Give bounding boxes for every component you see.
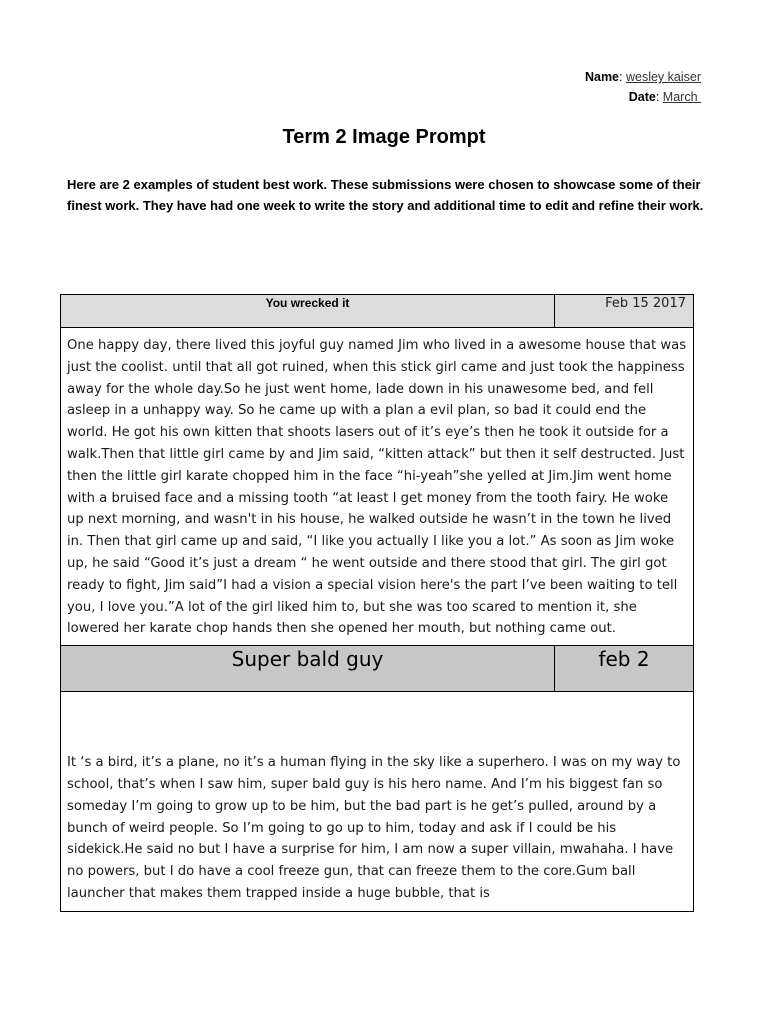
entry-1-header-row: [61, 295, 694, 328]
entries-table: [60, 294, 694, 912]
name-value: wesley kaiser: [625, 70, 701, 84]
entry-2-date: feb 2: [555, 646, 694, 692]
name-label: Name: [584, 70, 620, 84]
name-line: [585, 70, 701, 84]
entry-1-date: Feb 15 2017: [555, 295, 694, 328]
entry-2-header-row: [61, 646, 694, 692]
intro-paragraph: Here are 2 examples of student best work. These submissions were chosen to showcase some of their finest work. They have had one week to write the story and additional time to edit and refine their work.: [67, 177, 704, 213]
page-title: Term 2 Image Prompt: [282, 126, 486, 148]
date-line: [629, 90, 701, 104]
date-value: March: [662, 90, 701, 104]
entry-1-title: You wrecked it: [61, 295, 555, 328]
entry-2-body-row: [61, 692, 694, 912]
date-label: Date: [628, 90, 656, 104]
entry-1-body-row: [61, 328, 694, 646]
entry-2-text: It ‘s a bird, it’s a plane, no it’s a human flying in the sky like a superhero. I was on my way to school, that’s when I saw him, super bald guy is his hero name. And I’m his biggest fan so someday I’m going to grow up to be him, but the bad part is he get’s pulled, around by a bunch of weird people. So I’m going to go up to him, today and ask if I could be his sidekick.He said no but I have a surprise for him, I am now a super villain, mwahaha. I have no powers, but I do have a cool freeze gun, that can freeze them to the core.Gum ball launcher that makes them trapped inside a huge bubble, that is: [61, 692, 694, 912]
entry-2-title: Super bald guy: [61, 646, 555, 692]
entry-1-text: One happy day, there lived this joyful guy named Jim who lived in a awesome house that was just the coolist. until that all got ruined, when this stick girl came and just took the happiness away for the whole day.So he just went home, lade down in his unawesome bed, and fell asleep in a unhappy way. So he came up with a plan a evil plan, so bad it could end the world. He got his own kitten that shoots lasers out of it’s eye’s then he took it outside for a walk.Then that little girl came by and Jim said, “kitten attack” but then it self destructed. Just then the little girl karate chopped him in the face “hi-yeah”she yelled at Jim.Jim went home with a bruised face and a missing tooth “at least I get money from the tooth fairy. He woke up next morning, and wasn't in his house, he walked outside he wasn’t in the town he lived in. Then that girl came up and said, “I like you actually I like you a lot.” As soon as Jim woke up, he said “Good it’s just a dream “ he went outside and there stood that girl. The girl got ready to fight, Jim said”I had a vision a special vision here's the part I’ve been waiting to tell you, I love you.”A lot of the girl liked him to, but she was too scared to mention it, she lowered her karate chop hands then she opened her mouth, but nothing came out.: [61, 328, 694, 646]
name-separator: :: [619, 70, 626, 84]
date-separator: :: [655, 90, 663, 104]
